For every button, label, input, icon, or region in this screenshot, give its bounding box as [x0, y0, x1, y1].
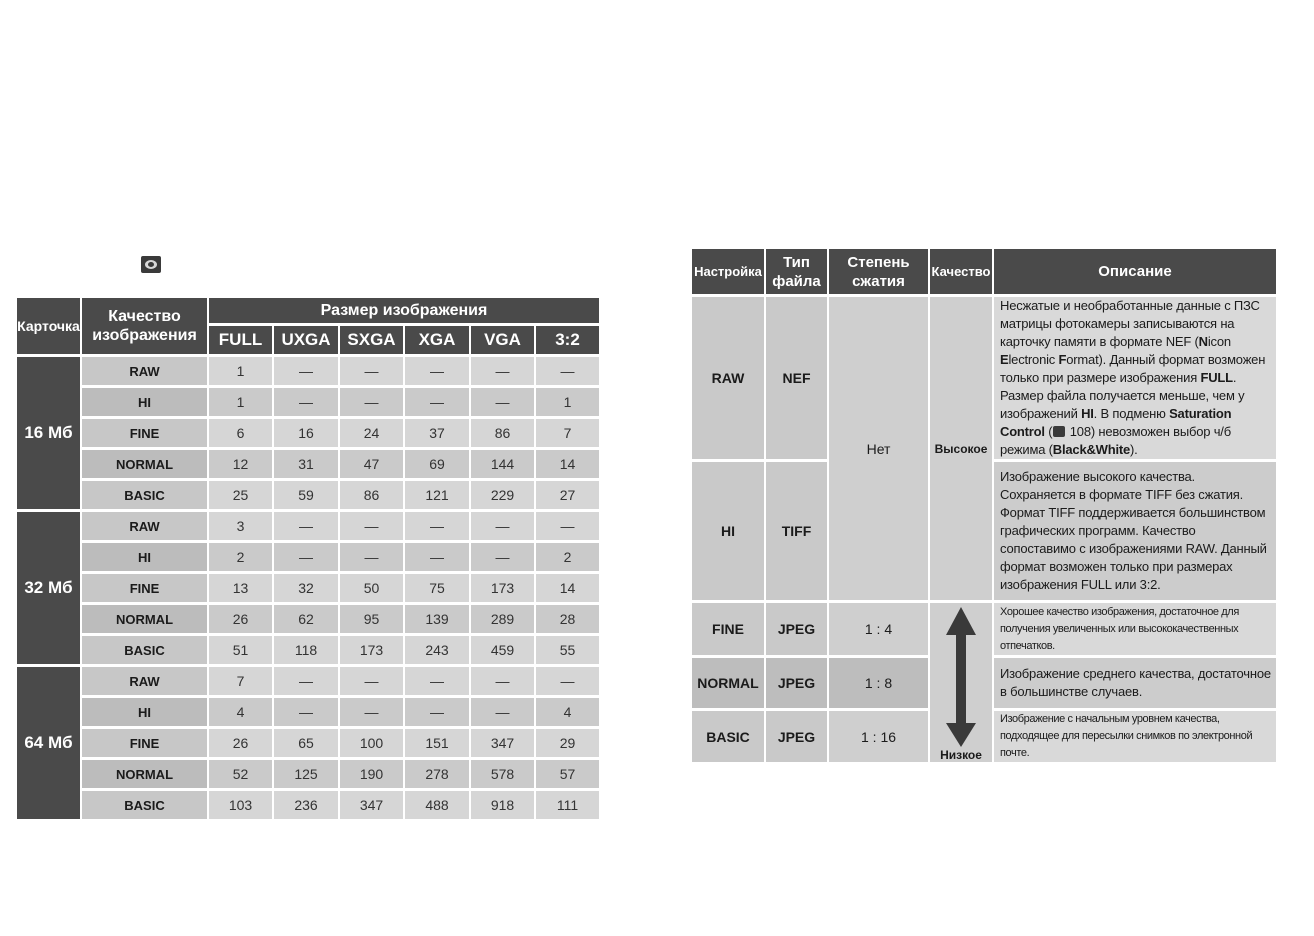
image-count-cell: 29 — [536, 729, 599, 757]
image-count-cell: 144 — [471, 450, 534, 478]
table-row — [692, 297, 1276, 459]
image-count-cell: — — [274, 388, 338, 416]
image-count-cell: 24 — [340, 419, 403, 447]
image-count-cell: — — [536, 357, 599, 385]
image-count-cell: — — [471, 667, 534, 695]
file-type-cell: JPEG — [766, 603, 827, 655]
setting-cell: RAW — [692, 297, 764, 459]
storage-capacity-table — [15, 295, 601, 822]
file-type-cell: NEF — [766, 297, 827, 459]
image-count-cell: — — [471, 388, 534, 416]
image-count-cell: 86 — [340, 481, 403, 509]
image-count-cell: 65 — [274, 729, 338, 757]
image-count-cell: 173 — [471, 574, 534, 602]
image-count-cell: — — [471, 357, 534, 385]
quality-cell: BASIC — [82, 636, 207, 664]
image-count-cell: — — [405, 543, 469, 571]
table-row — [17, 791, 599, 819]
quality-cell: FINE — [82, 574, 207, 602]
image-count-cell: 139 — [405, 605, 469, 633]
table-row — [17, 512, 599, 540]
table-row — [17, 760, 599, 788]
image-count-cell: 2 — [536, 543, 599, 571]
image-count-cell: — — [274, 667, 338, 695]
table-row — [692, 603, 1276, 655]
image-count-cell: 47 — [340, 450, 403, 478]
image-count-cell: 4 — [536, 698, 599, 726]
card-header: Карточка — [17, 298, 80, 354]
table-row — [17, 605, 599, 633]
image-count-cell: 55 — [536, 636, 599, 664]
quality-header: Качество изображения — [82, 298, 207, 354]
image-count-cell: 459 — [471, 636, 534, 664]
image-count-cell: 190 — [340, 760, 403, 788]
card-capacity-cell: 64 Мб — [17, 667, 80, 819]
image-count-cell: — — [340, 667, 403, 695]
image-count-cell: — — [340, 388, 403, 416]
image-count-cell: 75 — [405, 574, 469, 602]
compression-cell: 1 : 16 — [829, 711, 928, 762]
image-count-cell: — — [340, 512, 403, 540]
setting-cell: BASIC — [692, 711, 764, 762]
card-capacity-cell: 16 Мб — [17, 357, 80, 509]
quality-cell: NORMAL — [82, 760, 207, 788]
image-count-cell: 3 — [209, 512, 272, 540]
image-count-cell: — — [405, 357, 469, 385]
size-column-header: FULL — [209, 326, 272, 354]
description-cell: Изображение среднего качества, достаточное в большинстве случаев. — [994, 658, 1276, 708]
compression-cell: 1 : 4 — [829, 603, 928, 655]
image-count-cell: — — [274, 543, 338, 571]
table-row — [17, 636, 599, 664]
description-cell: Хорошее качество изображения, достаточное для получения увеличенных или высококачественных отпечатков. — [994, 603, 1276, 655]
image-count-cell: — — [405, 698, 469, 726]
image-count-cell: 1 — [209, 388, 272, 416]
file-type-header: Тип файла — [766, 249, 827, 294]
image-count-cell: 1 — [536, 388, 599, 416]
quality-cell: RAW — [82, 512, 207, 540]
quality-cell-high: Высокое — [930, 297, 992, 600]
table-row — [17, 357, 599, 385]
image-count-cell: 229 — [471, 481, 534, 509]
quality-cell: BASIC — [82, 481, 207, 509]
image-count-cell: 578 — [471, 760, 534, 788]
image-count-cell: — — [536, 667, 599, 695]
image-count-cell: 2 — [209, 543, 272, 571]
quality-low-label: Низкое — [940, 748, 982, 762]
setting-cell: HI — [692, 462, 764, 600]
quality-cell: FINE — [82, 729, 207, 757]
image-count-cell: 347 — [471, 729, 534, 757]
size-column-header: UXGA — [274, 326, 338, 354]
image-count-cell: 173 — [340, 636, 403, 664]
image-count-cell: — — [471, 543, 534, 571]
image-count-cell: 347 — [340, 791, 403, 819]
image-count-cell: 69 — [405, 450, 469, 478]
quality-cell: NORMAL — [82, 450, 207, 478]
image-count-cell: 25 — [209, 481, 272, 509]
description-cell: Несжатые и необработанные данные с ПЗС матрицы фотокамеры записываются на карточку памяти в формате NEF (Nicon Electronic Format). Данный формат возможен только при размере изображения FULL. Размер файла получается меньше, чем у изображений HI. В подменю Saturation Control ( 108) невозможен выбор ч/б режима (Black&White). — [994, 297, 1276, 459]
setting-cell: NORMAL — [692, 658, 764, 708]
setting-header: Настройка — [692, 249, 764, 294]
image-count-cell: 7 — [209, 667, 272, 695]
table-row — [17, 729, 599, 757]
image-count-cell: 37 — [405, 419, 469, 447]
reference-page-icon — [141, 256, 161, 273]
compression-cell: Нет — [829, 297, 928, 600]
quality-cell: HI — [82, 543, 207, 571]
description-cell: Изображение с начальным уровнем качества, подходящее для пересылки снимков по электронной почте. — [994, 711, 1276, 762]
image-count-cell: 103 — [209, 791, 272, 819]
image-count-cell: 1 — [209, 357, 272, 385]
image-count-cell: 28 — [536, 605, 599, 633]
image-count-cell: 86 — [471, 419, 534, 447]
image-count-cell: 95 — [340, 605, 403, 633]
image-count-cell: 52 — [209, 760, 272, 788]
image-count-cell: 7 — [536, 419, 599, 447]
image-count-cell: 6 — [209, 419, 272, 447]
quality-cell: HI — [82, 388, 207, 416]
image-count-cell: 121 — [405, 481, 469, 509]
quality-settings-table — [690, 246, 1278, 765]
image-count-cell: 31 — [274, 450, 338, 478]
quality-cell: RAW — [82, 667, 207, 695]
image-count-cell: — — [405, 667, 469, 695]
quality-cell: HI — [82, 698, 207, 726]
image-count-cell: 278 — [405, 760, 469, 788]
size-column-header: 3:2 — [536, 326, 599, 354]
image-count-cell: 125 — [274, 760, 338, 788]
table-row — [17, 481, 599, 509]
image-count-cell: 100 — [340, 729, 403, 757]
quality-arrow-cell — [930, 603, 992, 762]
image-count-cell: 14 — [536, 574, 599, 602]
image-count-cell: 26 — [209, 729, 272, 757]
image-count-cell: 111 — [536, 791, 599, 819]
size-column-header: VGA — [471, 326, 534, 354]
double-arrow-icon — [930, 605, 992, 760]
table-row — [17, 419, 599, 447]
image-count-cell: 4 — [209, 698, 272, 726]
file-type-cell: TIFF — [766, 462, 827, 600]
image-count-cell: 488 — [405, 791, 469, 819]
quality-cell: FINE — [82, 419, 207, 447]
image-count-cell: 62 — [274, 605, 338, 633]
compression-header: Степень сжатия — [829, 249, 928, 294]
image-count-cell: 236 — [274, 791, 338, 819]
image-count-cell: 243 — [405, 636, 469, 664]
image-count-cell: 16 — [274, 419, 338, 447]
image-count-cell: — — [340, 357, 403, 385]
image-count-cell: — — [405, 512, 469, 540]
file-type-cell: JPEG — [766, 711, 827, 762]
image-count-cell: 26 — [209, 605, 272, 633]
image-count-cell: 289 — [471, 605, 534, 633]
quality-cell: BASIC — [82, 791, 207, 819]
image-count-cell: — — [274, 357, 338, 385]
image-count-cell: 51 — [209, 636, 272, 664]
image-count-cell: 918 — [471, 791, 534, 819]
setting-cell: FINE — [692, 603, 764, 655]
quality-cell: NORMAL — [82, 605, 207, 633]
description-header: Описание — [994, 249, 1276, 294]
image-count-cell: 12 — [209, 450, 272, 478]
image-count-cell: — — [274, 512, 338, 540]
image-count-cell: 118 — [274, 636, 338, 664]
image-count-cell: — — [340, 698, 403, 726]
image-count-cell: — — [405, 388, 469, 416]
image-count-cell: — — [274, 698, 338, 726]
size-column-header: XGA — [405, 326, 469, 354]
image-count-cell: 14 — [536, 450, 599, 478]
description-cell: Изображение высокого качества. Сохраняется в формате TIFF без сжатия. Формат TIFF поддерживается большинством графических программ. Качество сопоставимо с изображениями RAW. Данный формат возможен только при размерах изображения FULL или 3:2. — [994, 462, 1276, 600]
image-count-cell: 59 — [274, 481, 338, 509]
table-row — [17, 698, 599, 726]
image-count-cell: — — [536, 512, 599, 540]
reference-page-icon — [1053, 426, 1065, 437]
image-count-cell: 32 — [274, 574, 338, 602]
table-row — [17, 667, 599, 695]
table-row — [17, 543, 599, 571]
image-count-cell: 27 — [536, 481, 599, 509]
image-count-cell: — — [471, 698, 534, 726]
image-size-header: Размер изображения — [209, 298, 599, 323]
image-count-cell: — — [471, 512, 534, 540]
table-row — [17, 450, 599, 478]
card-capacity-cell: 32 Мб — [17, 512, 80, 664]
quality-cell: RAW — [82, 357, 207, 385]
quality-header: Качество — [930, 249, 992, 294]
size-column-header: SXGA — [340, 326, 403, 354]
capacity-table-body — [17, 357, 599, 819]
image-count-cell: 151 — [405, 729, 469, 757]
table-row — [17, 574, 599, 602]
image-count-cell: — — [340, 543, 403, 571]
file-type-cell: JPEG — [766, 658, 827, 708]
image-count-cell: 57 — [536, 760, 599, 788]
image-count-cell: 13 — [209, 574, 272, 602]
table-row — [17, 388, 599, 416]
compression-cell: 1 : 8 — [829, 658, 928, 708]
image-count-cell: 50 — [340, 574, 403, 602]
